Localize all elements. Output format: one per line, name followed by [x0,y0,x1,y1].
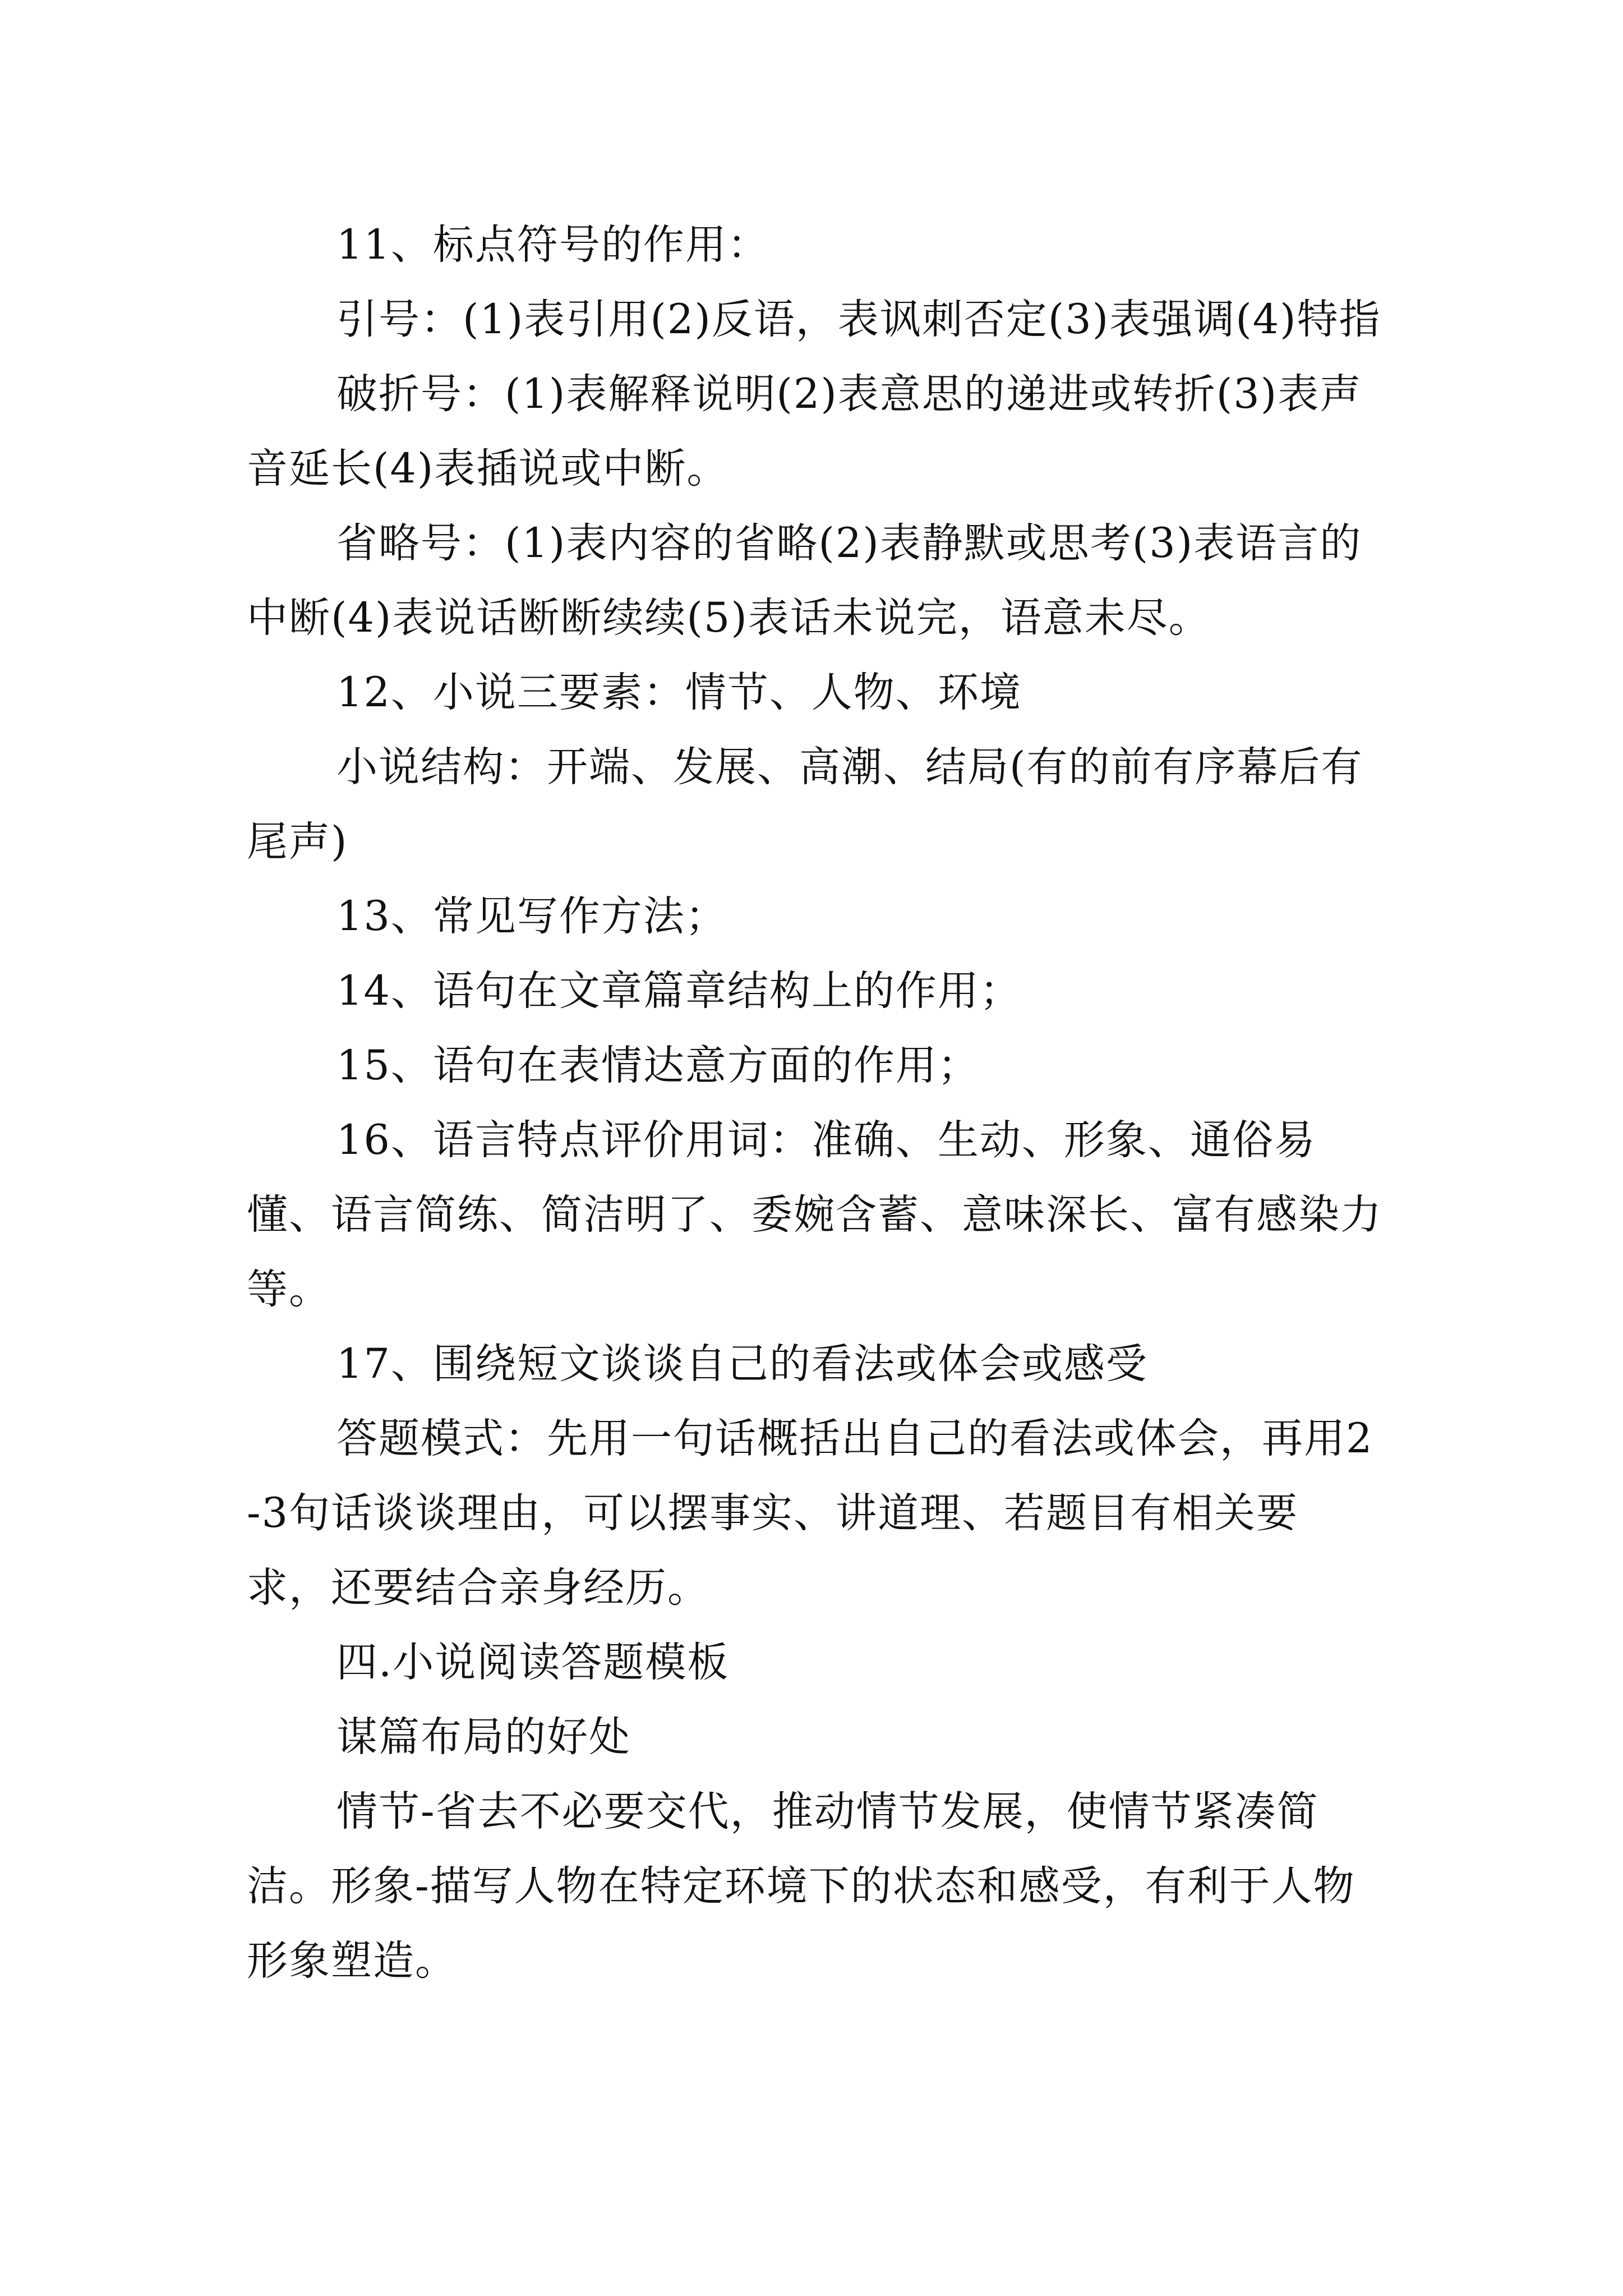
paragraph-sentence-expression-role: 15、语句在表情达意方面的作用； [336,1042,980,1089]
paragraph-dash: 破折号：(1)表解释说明(2)表意思的递进或转折(3)表声音延长(4)表插说或中断。 [247,370,1362,493]
paragraph-punctuation-heading: 11、标点符号的作用： [336,221,769,269]
paragraph-sentence-structure-role: 14、语句在文章篇章结构上的作用； [336,967,1022,1015]
paragraph-writing-methods: 13、常见写作方法； [336,892,727,940]
paragraph-layout-benefits: 谋篇布局的好处 [336,1713,631,1761]
paragraph-novel-elements: 12、小说三要素：情节、人物、环境 [336,669,1022,716]
paragraph-plot-and-image: 情节-省去不必要交代，推动情节发展，使情节紧凑简洁。形象-描写人物在特定环境下的状态和感受，有利于人物形象塑造。 [247,1788,1355,1985]
section-heading-novel-reading: 四.小说阅读答题模板 [336,1639,730,1686]
paragraph-answer-pattern: 答题模式：先用一句话概括出自己的看法或体会，再用2-3句话谈谈理由，可以摆事实、讲道理、若题目有相关要求，还要结合亲身经历。 [247,1415,1373,1612]
document-body [247,208,1382,1998]
paragraph-language-evaluation: 16、语言特点评价用词：准确、生动、形象、通俗易懂、语言简练、简洁明了、委婉含蓄、意味深长、富有感染力等。 [247,1116,1382,1313]
paragraph-quotation-marks: 引号：(1)表引用(2)反语，表讽刺否定(3)表强调(4)特指 [336,296,1381,343]
paragraph-novel-structure: 小说结构：开端、发展、高潮、结局(有的前有序幕后有尾声) [247,743,1363,866]
paragraph-ellipsis: 省略号：(1)表内容的省略(2)表静默或思考(3)表语言的中断(4)表说话断断续续(5)表话未说完，语意未尽。 [247,519,1362,642]
paragraph-opinion-heading: 17、围绕短文谈谈自己的看法或体会或感受 [336,1340,1148,1388]
